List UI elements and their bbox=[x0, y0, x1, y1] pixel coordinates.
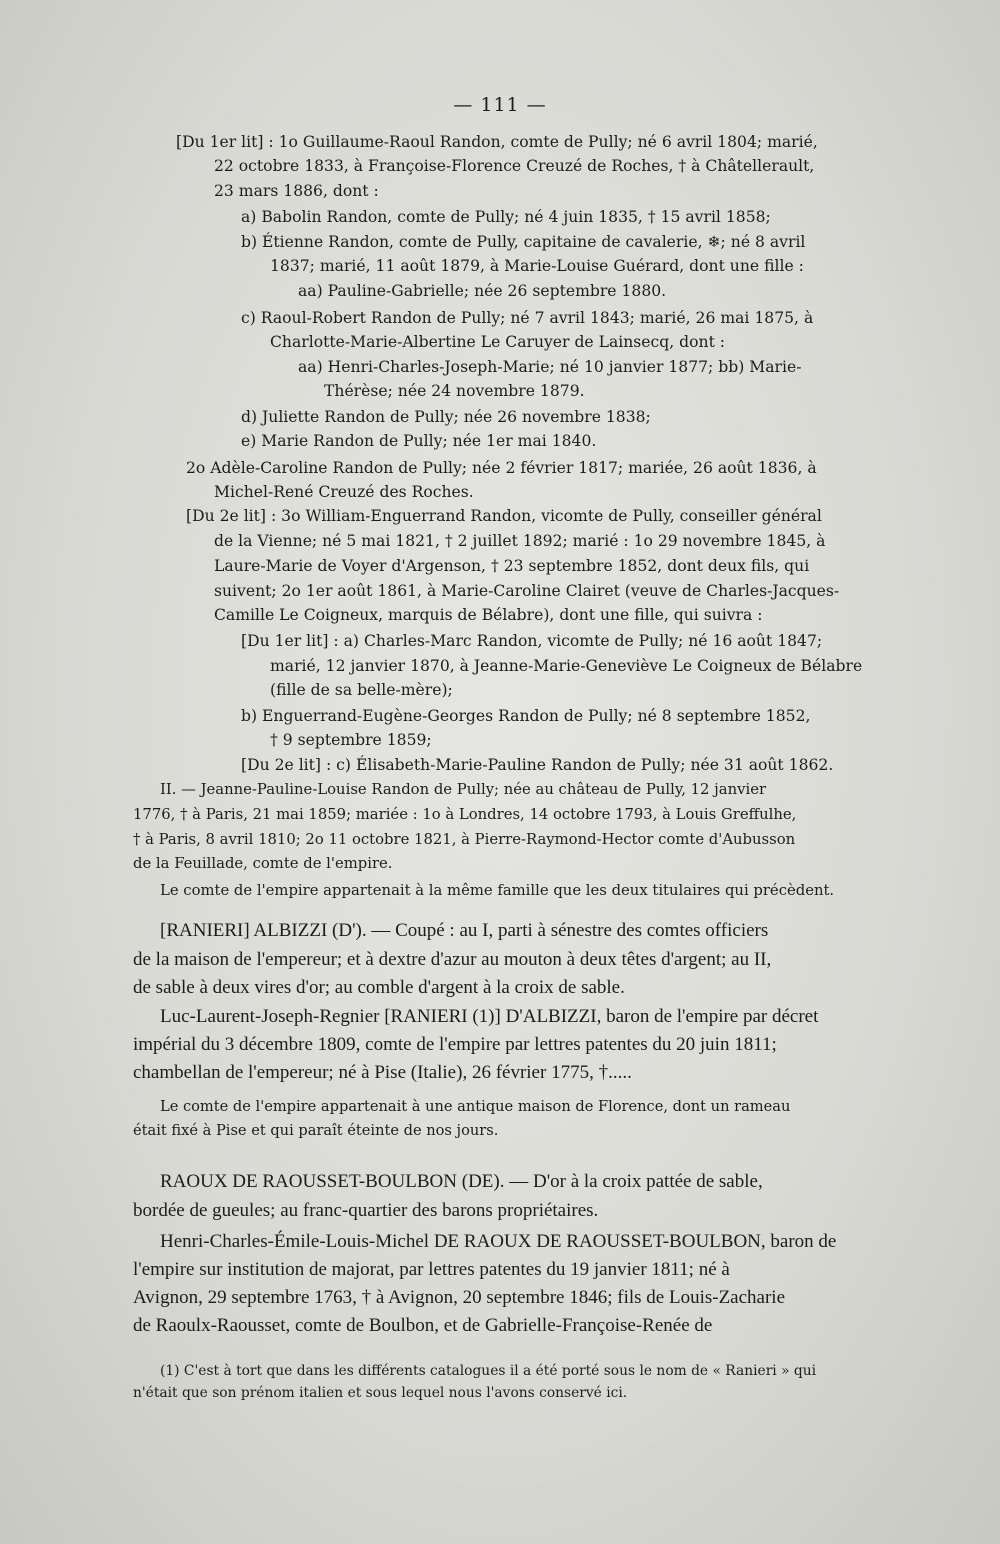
text-line: de Raoulx-Raousset, comte de Boulbon, et de Gabrielle-Françoise-Renée de bbox=[133, 1315, 713, 1336]
text-line: aa) Henri-Charles-Joseph-Marie; né 10 janvier 1877; bb) Marie- bbox=[298, 358, 802, 376]
text-line: † 9 septembre 1859; bbox=[270, 731, 432, 749]
text-line: Laure-Marie de Voyer d'Argenson, † 23 septembre 1852, dont deux fils, qui bbox=[214, 557, 810, 575]
text-line: Le comte de l'empire appartenait à une antique maison de Florence, dont un rameau bbox=[160, 1098, 791, 1115]
text-line: de la Vienne; né 5 mai 1821, † 2 juillet 1892; marié : 1o 29 novembre 1845, à bbox=[214, 532, 826, 550]
text-line: 1837; marié, 11 août 1879, à Marie-Louise Guérard, dont une fille : bbox=[270, 257, 804, 275]
text-line: 23 mars 1886, dont : bbox=[214, 182, 379, 200]
text-line: [Du 2e lit] : c) Élisabeth-Marie-Pauline Randon de Pully; née 31 août 1862. bbox=[241, 756, 834, 774]
text-line: bordée de gueules; au franc-quartier des barons propriétaires. bbox=[133, 1200, 599, 1221]
text-line: Le comte de l'empire appartenait à la même famille que les deux titulaires qui précèdent. bbox=[160, 882, 835, 899]
text-line: impérial du 3 décembre 1809, comte de l'empire par lettres patentes du 20 juin 1811; bbox=[133, 1034, 777, 1055]
text-line: aa) Pauline-Gabrielle; née 26 septembre 1880. bbox=[298, 282, 667, 300]
text-line: (fille de sa belle-mère); bbox=[270, 681, 453, 699]
text-line: de la Feuillade, comte de l'empire. bbox=[133, 855, 393, 872]
text-line: Luc-Laurent-Joseph-Regnier [RANIERI (1)] D'ALBIZZI, baron de l'empire par décret bbox=[160, 1006, 819, 1027]
text-line: Avignon, 29 septembre 1763, † à Avignon, 20 septembre 1846; fils de Louis-Zacharie bbox=[133, 1287, 786, 1308]
footnote: n'était que son prénom italien et sous lequel nous l'avons conservé ici. bbox=[133, 1385, 628, 1401]
text-line: b) Enguerrand-Eugène-Georges Randon de Pully; né 8 septembre 1852, bbox=[241, 707, 811, 725]
text-line: chambellan de l'empereur; né à Pise (Italie), 26 février 1775, †..... bbox=[133, 1062, 632, 1083]
text-line: de sable à deux vires d'or; au comble d'argent à la croix de sable. bbox=[133, 977, 625, 998]
text-line: Henri-Charles-Émile-Louis-Michel DE RAOUX DE RAOUSSET-BOULBON, baron de bbox=[160, 1231, 837, 1252]
text-line: Michel-René Creuzé des Roches. bbox=[214, 483, 474, 501]
text-line: 1776, † à Paris, 21 mai 1859; mariée : 1o à Londres, 14 octobre 1793, à Louis Greffulhe, bbox=[133, 806, 797, 823]
text-line: [Du 1er lit] : 1o Guillaume-Raoul Randon, comte de Pully; né 6 avril 1804; marié, bbox=[176, 133, 818, 151]
text-line: b) Étienne Randon, comte de Pully, capitaine de cavalerie, ❄; né 8 avril bbox=[241, 233, 806, 251]
text-line: suivent; 2o 1er août 1861, à Marie-Caroline Clairet (veuve de Charles-Jacques- bbox=[214, 582, 840, 600]
text-line: Camille Le Coigneux, marquis de Bélabre), dont une fille, qui suivra : bbox=[214, 606, 763, 624]
text-line: l'empire sur institution de majorat, par lettres patentes du 19 janvier 1811; né à bbox=[133, 1259, 730, 1280]
text-line: de la maison de l'empereur; et à dextre d'azur au mouton à deux têtes d'argent; au II, bbox=[133, 949, 772, 970]
heading-raoux: RAOUX DE RAOUSSET-BOULBON (DE). — D'or à la croix pattée de sable, bbox=[160, 1171, 763, 1192]
text-line: II. — Jeanne-Pauline-Louise Randon de Pully; née au château de Pully, 12 janvier bbox=[160, 781, 767, 798]
text-line: Thérèse; née 24 novembre 1879. bbox=[324, 382, 585, 400]
text-line: c) Raoul-Robert Randon de Pully; né 7 avril 1843; marié, 26 mai 1875, à bbox=[241, 309, 814, 327]
text-line: marié, 12 janvier 1870, à Jeanne-Marie-Geneviève Le Coigneux de Bélabre bbox=[270, 657, 863, 675]
page-number: — 111 — bbox=[453, 94, 547, 116]
text-line: 22 octobre 1833, à Françoise-Florence Creuzé de Roches, † à Châtellerault, bbox=[214, 157, 815, 175]
footnote: (1) C'est à tort que dans les différents catalogues il a été porté sous le nom de « Ranieri » qui bbox=[160, 1363, 817, 1379]
text-line: était fixé à Pise et qui paraît éteinte de nos jours. bbox=[133, 1122, 499, 1139]
text-line: e) Marie Randon de Pully; née 1er mai 1840. bbox=[241, 432, 597, 450]
heading-albizzi: [RANIERI] ALBIZZI (D'). — Coupé : au I, parti à sénestre des comtes officiers bbox=[160, 920, 769, 941]
text-line: [Du 2e lit] : 3o William-Enguerrand Randon, vicomte de Pully, conseiller général bbox=[186, 507, 822, 525]
text-line: d) Juliette Randon de Pully; née 26 novembre 1838; bbox=[241, 408, 651, 426]
text-line: [Du 1er lit] : a) Charles-Marc Randon, vicomte de Pully; né 16 août 1847; bbox=[241, 632, 823, 650]
text-line: Charlotte-Marie-Albertine Le Caruyer de Lainsecq, dont : bbox=[270, 333, 726, 351]
text-line: † à Paris, 8 avril 1810; 2o 11 octobre 1821, à Pierre-Raymond-Hector comte d'Aubusson bbox=[133, 831, 796, 848]
text-line: 2o Adèle-Caroline Randon de Pully; née 2 février 1817; mariée, 26 août 1836, à bbox=[186, 459, 817, 477]
text-line: a) Babolin Randon, comte de Pully; né 4 juin 1835, † 15 avril 1858; bbox=[241, 208, 771, 226]
